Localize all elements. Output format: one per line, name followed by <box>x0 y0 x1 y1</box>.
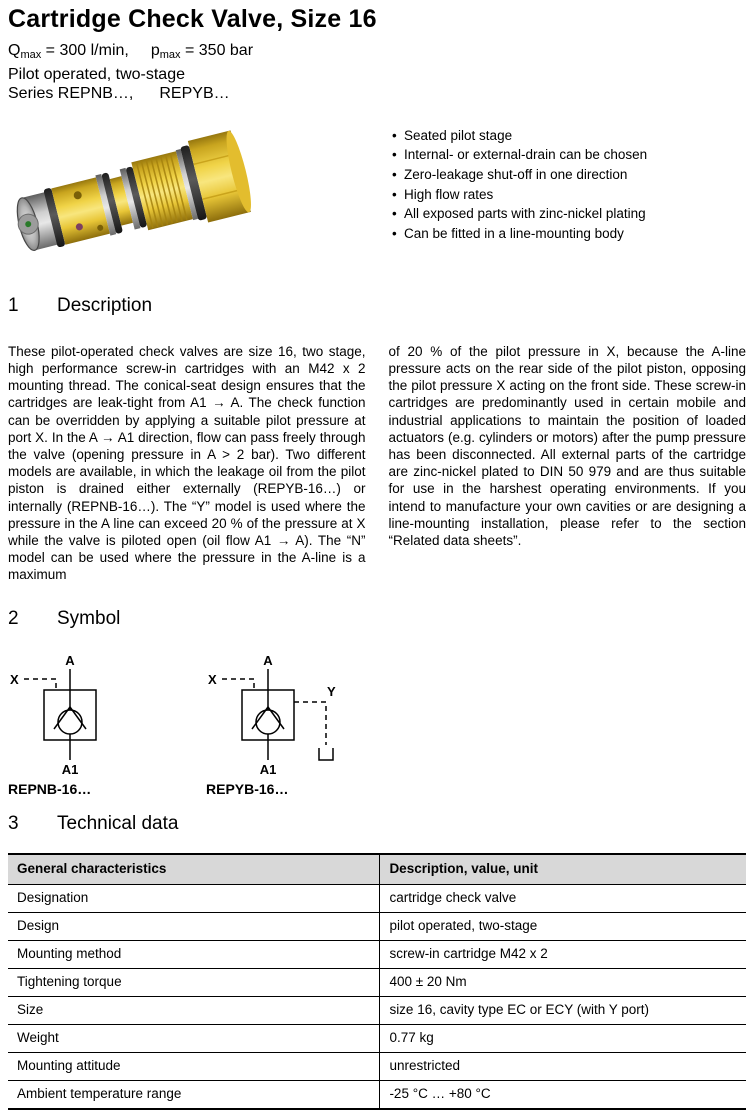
table-header-row <box>8 854 746 885</box>
description-column-2: of 20 % of the pilot pressure in X, because the A-line pressure acts on the rear side of the pilot piston, opposing the pilot pressure X acting on the front side. These screw-in cartridges are predominantly used in certain mobile and industrial applications to maintain the position of loaded actuators (e.g. cylinders or motors) after the pump pressure has been disconnected. All external parts of the cartridge are zinc-nickel plated to DIN 50 979 and are thus suitable for use in the harshest operating environments. If you intend to manufacture your own cavities or are designing a line-mounting installation, please refer to the section “Related data sheets”. <box>388 343 746 548</box>
feature-item: • Seated pilot stage <box>392 126 647 146</box>
symbol-caption: REPNB-16… <box>8 780 92 797</box>
page-title: Cartridge Check Valve, Size 16 <box>8 5 377 33</box>
section-title: Symbol <box>57 607 121 629</box>
row-value: 0.77 kg <box>380 1024 746 1052</box>
table-row <box>8 884 746 912</box>
type-line: Pilot operated, two-stage <box>8 65 185 83</box>
row-value: screw-in cartridge M42 x 2 <box>380 940 746 968</box>
table-row <box>8 1024 746 1052</box>
table-row <box>8 1080 746 1109</box>
section-heading-symbol <box>8 608 746 630</box>
port-label-a: A <box>263 652 273 668</box>
row-label: Ambient temperature range <box>8 1080 380 1109</box>
symbol-caption: REPYB-16… <box>206 780 289 797</box>
table-row <box>8 968 746 996</box>
row-label: Weight <box>8 1024 380 1052</box>
row-label: Mounting method <box>8 940 380 968</box>
row-label: Designation <box>8 884 380 912</box>
table-row <box>8 940 746 968</box>
cartridge-valve-photo <box>8 118 258 268</box>
table-header-value: Description, value, unit <box>380 854 746 885</box>
table-row <box>8 996 746 1024</box>
row-value: 400 ± 20 Nm <box>380 968 746 996</box>
row-label: Tightening torque <box>8 968 380 996</box>
q-value: = 300 l/min, <box>41 41 129 59</box>
feature-item: • High flow rates <box>392 185 647 205</box>
series-line <box>8 84 746 103</box>
section-title: Description <box>57 294 153 316</box>
check-valve-symbol-external-drain <box>206 652 396 777</box>
feature-item: • Zero-leakage shut-off in one direction <box>392 165 647 185</box>
header-subtitle <box>8 41 746 103</box>
section-number: 2 <box>8 607 19 629</box>
intro-row <box>8 118 746 268</box>
p-value: = 350 bar <box>180 41 254 59</box>
port-label-x: X <box>10 671 19 687</box>
p-subscript: max <box>159 48 181 61</box>
row-value: size 16, cavity type EC or ECY (with Y port) <box>380 996 746 1024</box>
p-symbol: p <box>150 41 160 59</box>
row-value: pilot operated, two-stage <box>380 912 746 940</box>
series-prefix: Series REPNB…, <box>8 84 134 102</box>
description-column-1: These pilot-operated check valves are size 16, two stage, high performance screw-in cartridges with an M42 x 2 mounting thread. The conical-seat design ensures that the cartridges are leak-tight from A1 → A. The check function can be overridden by applying a suitable pilot pressure at port X. In the A → A1 direction, flow can pass freely through the valve (opening pressure in A > 2 bar). Two different models are available, in which the leakage oil from the pilot piston is drained either externally (REPYB-16…) or internally (REPNB-16…). The “Y” model is used where the pressure in the A line can exceed 20 % of the pressure at X while the valve is piloted open (oil flow A1 → A). The “N” model can be used where the pressure in the A-line is a maximum <box>8 343 366 583</box>
symbol-repnb <box>8 652 158 797</box>
row-value: cartridge check valve <box>380 884 746 912</box>
section-title: Technical data <box>57 812 179 834</box>
q-symbol: Q <box>8 41 21 59</box>
table-row <box>8 1052 746 1080</box>
symbol-repyb <box>206 652 396 797</box>
row-label: Design <box>8 912 380 940</box>
table-row <box>8 912 746 940</box>
section-number: 3 <box>8 812 19 834</box>
q-subscript: max <box>20 48 42 61</box>
description-columns <box>8 343 746 584</box>
technical-data-table <box>8 853 746 1110</box>
section-number: 1 <box>8 294 19 316</box>
port-label-a1: A1 <box>61 761 79 777</box>
feature-list <box>392 118 647 244</box>
port-label-a1: A1 <box>259 761 277 777</box>
row-value: -25 °C … +80 °C <box>380 1080 746 1109</box>
port-label-x: X <box>208 671 217 687</box>
section-heading-technical-data <box>8 813 746 835</box>
port-label-a: A <box>65 652 75 668</box>
feature-item: • All exposed parts with zinc-nickel plating <box>392 204 647 224</box>
series-suffix: REPYB… <box>159 84 230 102</box>
check-valve-symbol-internal-drain <box>8 652 158 777</box>
feature-item: • Internal- or external-drain can be chosen <box>392 145 647 165</box>
port-label-y: Y <box>327 683 336 699</box>
row-label: Mounting attitude <box>8 1052 380 1080</box>
spec-line <box>8 41 746 65</box>
feature-item: • Can be fitted in a line-mounting body <box>392 224 647 244</box>
valve-illustration <box>8 118 258 268</box>
section-heading-description <box>8 295 746 317</box>
row-value: unrestricted <box>380 1052 746 1080</box>
symbol-diagrams <box>8 652 746 797</box>
row-label: Size <box>8 996 380 1024</box>
table-header-characteristics: General characteristics <box>8 854 380 885</box>
